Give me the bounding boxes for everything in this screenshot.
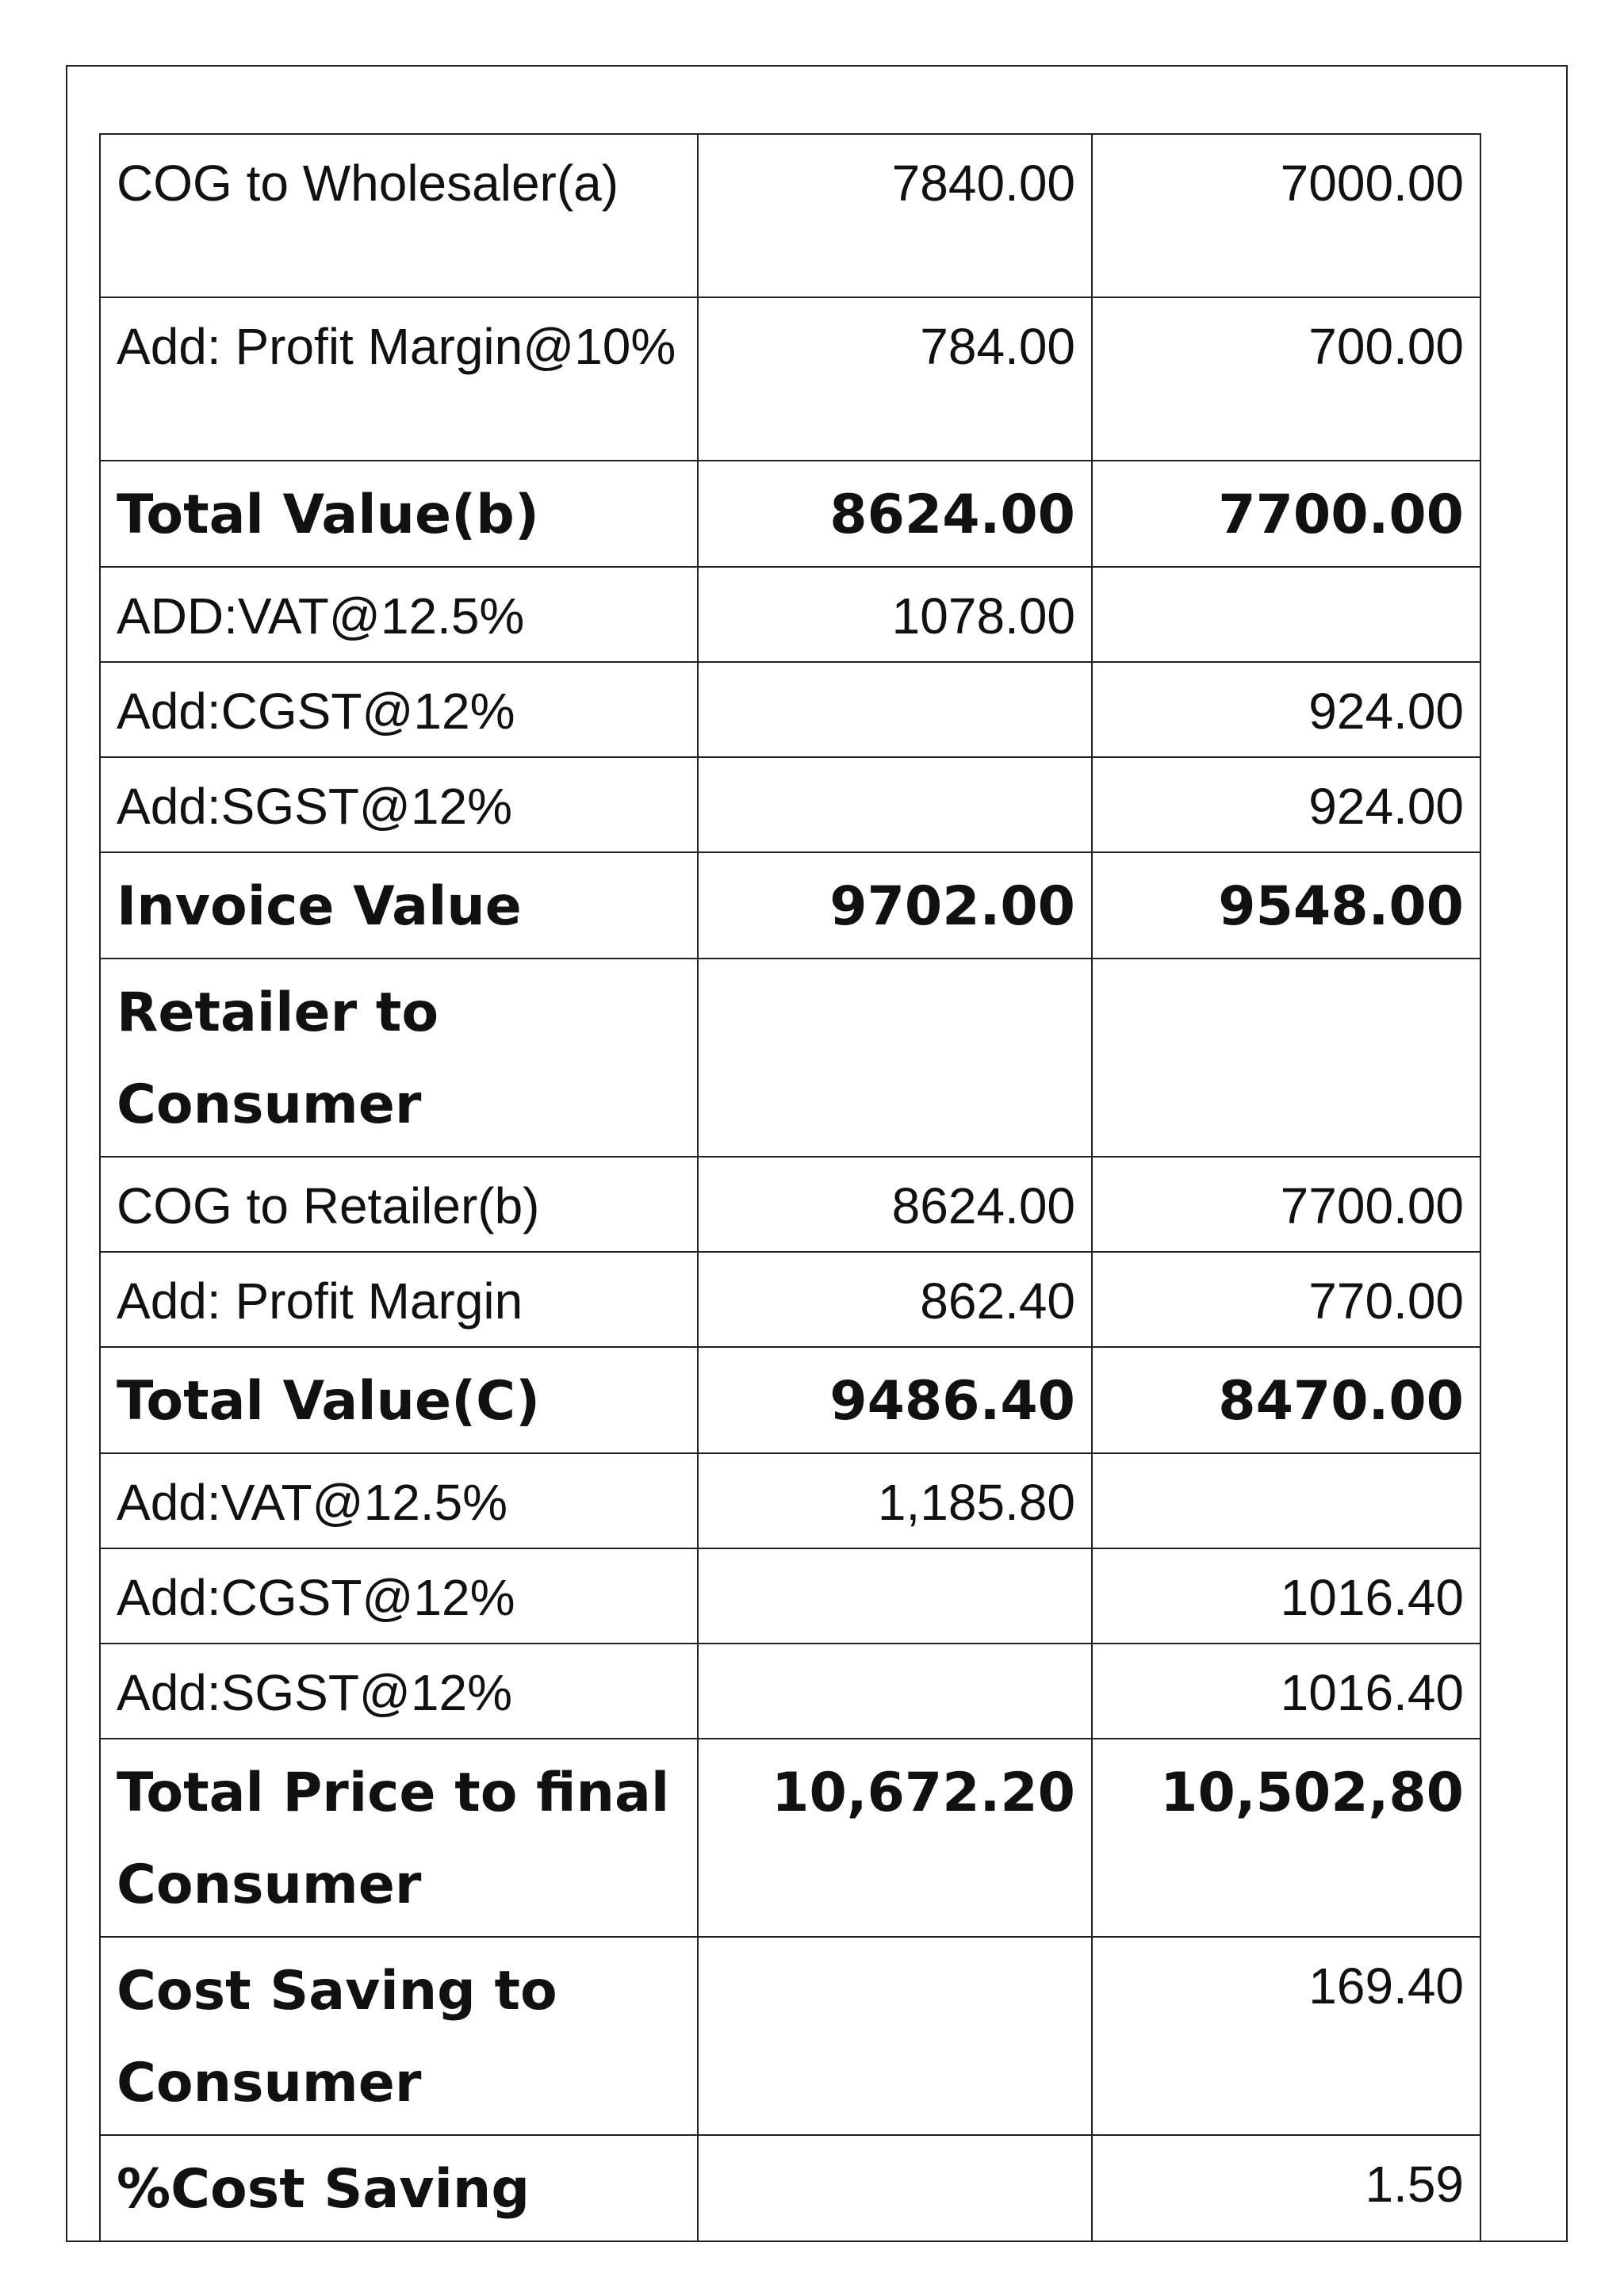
table-row <box>100 1548 1480 1644</box>
section-title: Retailer to Consumer <box>100 959 698 1157</box>
row-label: Total Value(C) <box>100 1347 698 1453</box>
row-label: %Cost Saving <box>100 2135 698 2241</box>
table-row <box>100 1644 1480 1739</box>
vat-value <box>698 1937 1092 2135</box>
gst-value: 770.00 <box>1092 1252 1480 1347</box>
row-label: Add:VAT@12.5% <box>100 1453 698 1548</box>
gst-value: 10,502,80 <box>1092 1739 1480 1937</box>
gst-value <box>1092 959 1480 1157</box>
row-label: COG to Retailer(b) <box>100 1157 698 1252</box>
gst-value: 7000.00 <box>1092 134 1480 297</box>
table-row <box>100 757 1480 852</box>
gst-value <box>1092 567 1480 662</box>
vat-value: 8624.00 <box>698 1157 1092 1252</box>
vat-value <box>698 662 1092 757</box>
table-row <box>100 134 1480 297</box>
row-label: Add: Profit Margin <box>100 1252 698 1347</box>
table-row <box>100 1157 1480 1252</box>
vat-value <box>698 757 1092 852</box>
row-label: Add:CGST@12% <box>100 1548 698 1644</box>
vat-value <box>698 2135 1092 2241</box>
table-row <box>100 567 1480 662</box>
row-label: Add:SGST@12% <box>100 1644 698 1739</box>
section-header-row <box>100 959 1480 1157</box>
row-label: Invoice Value <box>100 852 698 959</box>
row-label: Cost Saving to Consumer <box>100 1937 698 2135</box>
gst-value: 700.00 <box>1092 297 1480 461</box>
table-row <box>100 1252 1480 1347</box>
row-label: ADD:VAT@12.5% <box>100 567 698 662</box>
table-row <box>100 1937 1480 2135</box>
row-label: COG to Wholesaler(a) <box>100 134 698 297</box>
row-label: Add:SGST@12% <box>100 757 698 852</box>
gst-value: 924.00 <box>1092 662 1480 757</box>
gst-value: 1.59 <box>1092 2135 1480 2241</box>
vat-value: 10,672.20 <box>698 1739 1092 1937</box>
vat-value: 1078.00 <box>698 567 1092 662</box>
gst-value: 8470.00 <box>1092 1347 1480 1453</box>
table-row <box>100 461 1480 567</box>
gst-value: 1016.40 <box>1092 1644 1480 1739</box>
vat-value: 1,185.80 <box>698 1453 1092 1548</box>
table-row <box>100 1453 1480 1548</box>
vat-value: 9486.40 <box>698 1347 1092 1453</box>
vat-value: 8624.00 <box>698 461 1092 567</box>
vat-value <box>698 959 1092 1157</box>
vat-value: 9702.00 <box>698 852 1092 959</box>
vat-value <box>698 1548 1092 1644</box>
gst-value: 1016.40 <box>1092 1548 1480 1644</box>
vat-value: 862.40 <box>698 1252 1092 1347</box>
gst-value: 7700.00 <box>1092 1157 1480 1252</box>
vat-value: 7840.00 <box>698 134 1092 297</box>
table-row <box>100 297 1480 461</box>
row-label: Add: Profit Margin@10% <box>100 297 698 461</box>
row-label: Add:CGST@12% <box>100 662 698 757</box>
gst-value: 169.40 <box>1092 1937 1480 2135</box>
table-row <box>100 1347 1480 1453</box>
table-row <box>100 852 1480 959</box>
vat-value: 784.00 <box>698 297 1092 461</box>
gst-value: 924.00 <box>1092 757 1480 852</box>
price-comparison-table <box>99 133 1481 2242</box>
vat-value <box>698 1644 1092 1739</box>
gst-value: 9548.00 <box>1092 852 1480 959</box>
row-label: Total Value(b) <box>100 461 698 567</box>
table-row <box>100 2135 1480 2241</box>
table-row <box>100 1739 1480 1937</box>
gst-value: 7700.00 <box>1092 461 1480 567</box>
gst-value <box>1092 1453 1480 1548</box>
row-label: Total Price to final Consumer <box>100 1739 698 1937</box>
table-row <box>100 662 1480 757</box>
